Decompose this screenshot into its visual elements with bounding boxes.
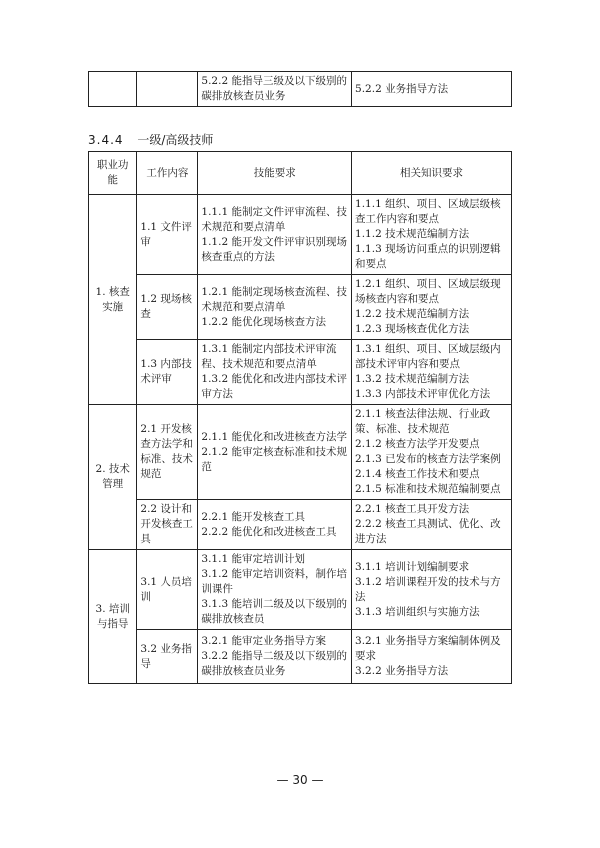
skills-cell [198, 405, 352, 500]
knowledge-cell [352, 72, 512, 107]
skill-line: 2.2.2 能优化和改进核查工具 [201, 525, 337, 538]
knowledge-line: 3.1.3 培训组织与实施方法 [355, 605, 480, 618]
knowledge-line: 2.1.5 标准和技术规范编制要点 [355, 483, 501, 495]
knowledge-line: 3.2.2 业务指导方法 [355, 665, 449, 677]
knowledge-line: 3.1.2 培训课程开发的技术与方法 [355, 575, 501, 603]
content-cell: 1.1 文件评审 [137, 195, 198, 275]
skills-table [88, 151, 512, 684]
header-content: 工作内容 [137, 152, 198, 195]
knowledge-cell [352, 500, 512, 550]
content-cell: 2.1 开发核查方法学和标准、技术规范 [137, 405, 198, 500]
table-row [89, 405, 512, 500]
knowledge-cell [352, 630, 512, 684]
knowledge-line: 1.2.3 现场核查优化方法 [355, 323, 470, 335]
knowledge-cell [352, 405, 512, 500]
knowledge-cell [352, 550, 512, 630]
skills-cell [198, 630, 352, 684]
knowledge-cell [352, 275, 512, 340]
content-cell: 3.2 业务指导 [137, 630, 198, 684]
skills-cell [198, 500, 352, 550]
knowledge-line: 1.3.1 组织、项目、区域层级内部技术评审内容和要点 [355, 343, 501, 370]
knowledge-line: 3.1.1 培训计划编制要求 [355, 560, 470, 573]
table-row [89, 275, 512, 340]
knowledge-line: 1.2.1 组织、项目、区域层级现场核查内容和要点 [355, 278, 501, 305]
skill-line: 5.2.2 能指导三级及以下级别的碳排放核查员业务 [201, 75, 347, 102]
skill-line: 1.1.2 能开发文件评审识别现场核查重点的方法 [201, 235, 347, 263]
knowledge-cell [352, 340, 512, 405]
content-cell: 3.1 人员培训 [137, 550, 198, 630]
knowledge-line: 1.2.2 技术规范编制方法 [355, 308, 470, 320]
continued-table [88, 71, 512, 107]
table-row [89, 195, 512, 275]
knowledge-line: 5.2.2 业务指导方法 [355, 82, 449, 95]
table-row [89, 340, 512, 405]
knowledge-line: 2.1.4 核查工作技术和要点 [355, 468, 480, 480]
section-heading [88, 131, 213, 148]
section-number: 3.4.4 [88, 133, 124, 147]
table-row [89, 500, 512, 550]
function-cell: 2. 技术管理 [89, 405, 137, 550]
function-cell: 3. 培训与指导 [89, 550, 137, 684]
header-knowledge: 相关知识要求 [352, 152, 512, 195]
skill-line: 3.1.3 能培训二级及以下级别的碳排放核查员 [201, 598, 347, 625]
skill-line: 2.2.1 能开发核查工具 [201, 510, 305, 523]
knowledge-line: 2.1.1 核查法律法规、行业政策、标准、技术规范 [355, 408, 491, 435]
skills-cell [198, 195, 352, 275]
page-number: — 30 — [276, 773, 324, 787]
knowledge-line: 1.1.1 组织、项目、区域层级核查工作内容和要点 [355, 198, 501, 225]
skill-line: 1.1.1 能制定文件评审流程、技术规范和要点清单 [201, 205, 347, 233]
skills-cell [198, 550, 352, 630]
content-cell [137, 72, 198, 107]
header-row [89, 152, 512, 195]
skill-line: 3.2.2 能指导二级及以下级别的碳排放核查员业务 [201, 650, 347, 677]
skill-line: 1.2.1 能制定现场核查流程、技术规范和要点清单 [201, 285, 347, 313]
skill-line: 1.2.2 能优化现场核查方法 [201, 315, 326, 328]
skill-line: 3.1.1 能审定培训计划 [201, 553, 305, 565]
skill-line: 2.1.1 能优化和改进核查方法学 [201, 430, 347, 443]
function-cell: 1. 核查实施 [89, 195, 137, 405]
section-title: 一级/高级技师 [137, 133, 214, 147]
knowledge-line: 2.2.2 核查工具测试、优化、改进方法 [355, 518, 501, 545]
skills-cell [198, 275, 352, 340]
header-function: 职业功能 [89, 152, 137, 195]
knowledge-line: 1.1.3 现场访问重点的识别逻辑和要点 [355, 243, 501, 270]
skill-line: 1.3.2 能优化和改进内部技术评审方法 [201, 373, 347, 400]
knowledge-line: 2.1.2 核查方法学开发要点 [355, 438, 480, 450]
content-cell: 2.2 设计和开发核查工具 [137, 500, 198, 550]
knowledge-line: 1.3.3 内部技术评审优化方法 [355, 388, 491, 400]
skill-line: 2.1.2 能审定核查标准和技术规范 [201, 445, 347, 473]
knowledge-cell [352, 195, 512, 275]
header-skills: 技能要求 [198, 152, 352, 195]
knowledge-line: 1.1.2 技术规范编制方法 [355, 228, 470, 240]
skills-cell [198, 340, 352, 405]
skill-line: 1.3.1 能制定内部技术评审流程、技术规范和要点清单 [201, 343, 337, 370]
skills-cell [198, 72, 352, 107]
table-row [89, 72, 512, 107]
content-cell: 1.3 内部技术评审 [137, 340, 198, 405]
table-row [89, 630, 512, 684]
content-cell: 1.2 现场核查 [137, 275, 198, 340]
knowledge-line: 2.2.1 核查工具开发方法 [355, 503, 470, 515]
table-row [89, 550, 512, 630]
skill-line: 3.1.2 能审定培训资料，制作培训课件 [201, 568, 347, 595]
knowledge-line: 3.2.1 业务指导方案编制体例及要求 [355, 635, 501, 662]
knowledge-line: 1.3.2 技术规范编制方法 [355, 373, 470, 385]
skill-line: 3.2.1 能审定业务指导方案 [201, 635, 326, 647]
knowledge-line: 2.1.3 已发布的核查方法学案例 [355, 453, 501, 465]
function-cell [89, 72, 137, 107]
